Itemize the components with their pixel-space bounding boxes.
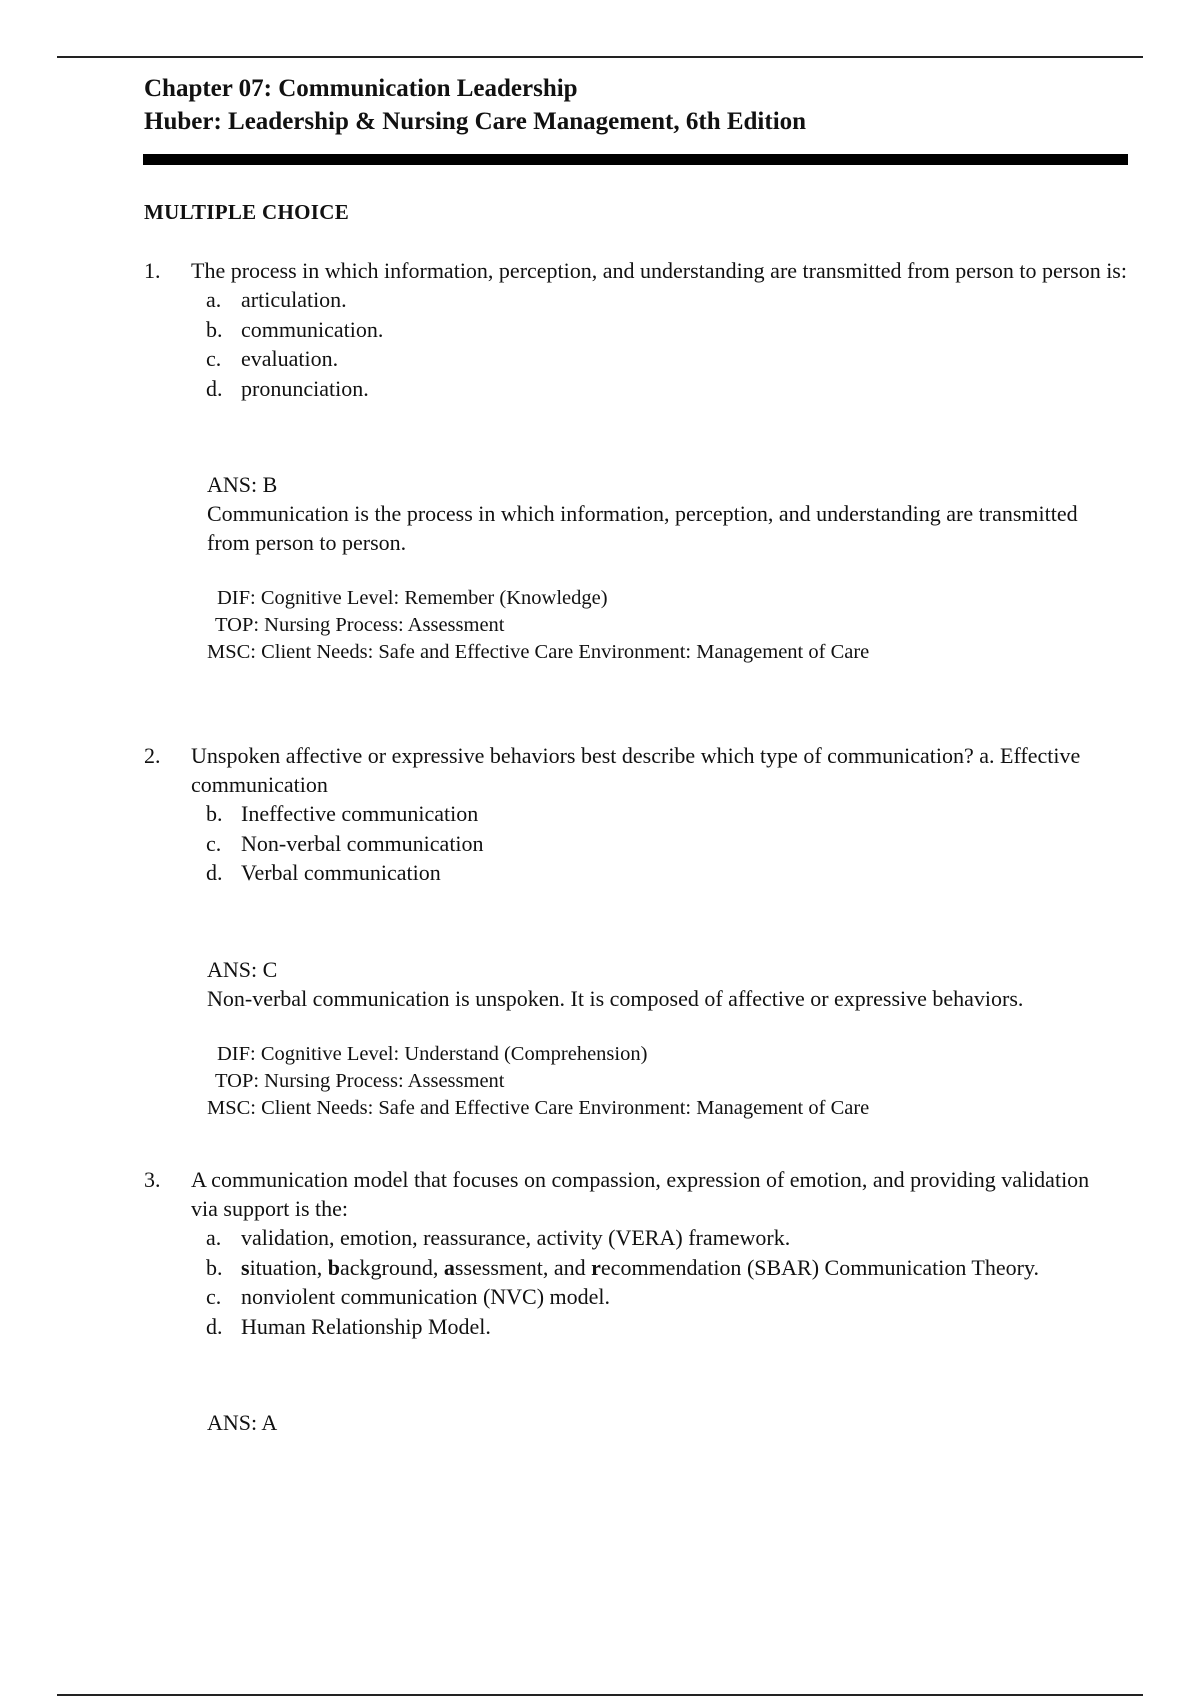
answer-key: ANS: C (207, 956, 278, 982)
question-number: 3. (144, 1167, 161, 1192)
chapter-title: Chapter 07: Communication Leadership (144, 75, 578, 102)
client-needs: MSC: Client Needs: Safe and Effective Care Environment: Management of Care (207, 1096, 870, 1119)
answer-key: ANS: A (207, 1410, 278, 1435)
difficulty: DIF: Cognitive Level: Understand (Comprehension) (217, 1042, 648, 1065)
option-c: c. evaluation. (206, 346, 339, 371)
answer-key: ANS: B (207, 472, 278, 497)
top-divider (57, 56, 1143, 58)
answer-options (206, 1223, 1134, 1341)
topic: TOP: Nursing Process: Assessment (215, 614, 505, 636)
answer-block (207, 1408, 1134, 1437)
answer-block (207, 955, 1134, 1122)
header-divider (143, 154, 1128, 165)
question-stem: A communication model that focuses on compassion, expression of emotion, and providing validation via support is the: (191, 1167, 1090, 1221)
option-d: d. Verbal communication (206, 860, 441, 885)
option-c: c. nonviolent communication (NVC) model. (206, 1284, 611, 1309)
answer-options (206, 285, 1134, 403)
difficulty: DIF: Cognitive Level: Remember (Knowledge) (217, 587, 608, 609)
option-a: a. validation, emotion, reassurance, activity (VERA) framework. (206, 1225, 791, 1250)
document-header (144, 72, 806, 138)
question-stem: Unspoken affective or expressive behaviors best describe which type of communication? a. Effective communication (191, 743, 1081, 797)
question-stem: The process in which information, perception, and understanding are transmitted from person to person is: (191, 258, 1127, 283)
bottom-divider (57, 1694, 1143, 1696)
question-number: 2. (144, 743, 161, 768)
question-1 (144, 256, 1134, 666)
question-3 (144, 1165, 1134, 1437)
option-a: a. articulation. (206, 287, 347, 312)
topic: TOP: Nursing Process: Assessment (215, 1069, 505, 1092)
question-2 (144, 741, 1134, 1122)
option-d: d. pronunciation. (206, 375, 369, 401)
option-b: b. Ineffective communication (206, 801, 479, 826)
option-c: c. Non-verbal communication (206, 830, 484, 856)
book-title: Huber: Leadership & Nursing Care Management, 6th Edition (144, 108, 807, 135)
section-title: MULTIPLE CHOICE (144, 200, 350, 224)
answer-options (206, 799, 1134, 888)
question-number: 1. (144, 258, 161, 283)
option-d: d. Human Relationship Model. (206, 1313, 491, 1339)
rationale: Communication is the process in which information, perception, and understanding are transmitted from person to person. (207, 501, 1078, 555)
option-b: b. situation, background, assessment, and recommendation (SBAR) Communication Theory. (206, 1254, 1040, 1280)
rationale: Non-verbal communication is unspoken. It is composed of affective or expressive behaviors. (207, 985, 1024, 1011)
answer-block (207, 470, 1134, 666)
sbar-text: situation, background, assessment, and recommendation (SBAR) Communication Theory. (241, 1254, 1040, 1280)
client-needs: MSC: Client Needs: Safe and Effective Care Environment: Management of Care (207, 641, 870, 663)
option-b: b. communication. (206, 316, 384, 342)
